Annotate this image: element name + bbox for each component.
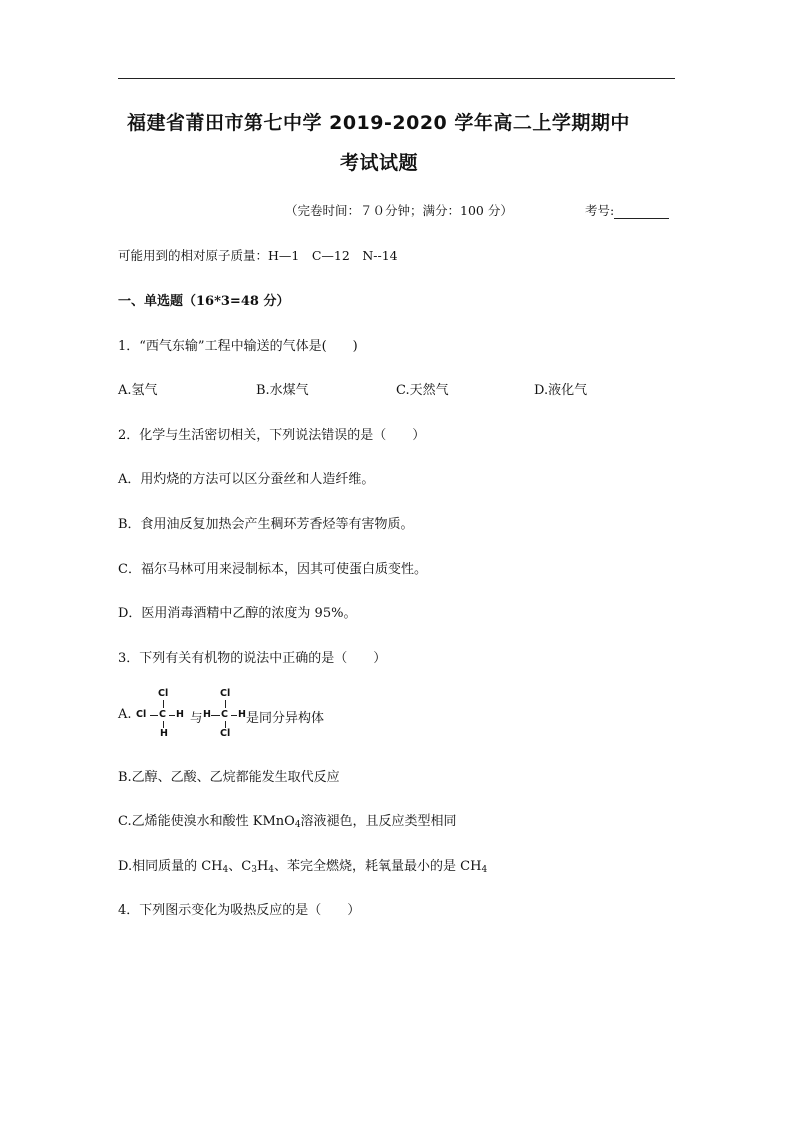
q3-d-sub1: 4 xyxy=(222,865,229,875)
q2-option-a: A．用灼烧的方法可以区分蚕丝和人造纤维。 xyxy=(118,472,375,487)
q3-option-a-prefix: A. xyxy=(118,707,132,722)
section-heading: 一、单选题（16*3=48 分） xyxy=(118,294,290,309)
exam-info: （完卷时间：７０分钟；满分：100 分） xyxy=(285,203,513,218)
struct1-right-atom: H xyxy=(176,709,184,720)
q3-d-sub2: 3 xyxy=(251,865,257,875)
q2-option-c: C．福尔马林可用来浸制标本，因其可使蛋白质变性。 xyxy=(118,562,427,577)
q1-option-c: C.天然气 xyxy=(396,383,449,398)
q2-option-b: B．食用油反复加热会产生稠环芳香烃等有害物质。 xyxy=(118,517,414,532)
struct2-bond-top xyxy=(225,700,226,708)
struct1-bond-bottom xyxy=(163,721,164,728)
exam-number-field xyxy=(585,201,669,219)
question-3-stem: 3．下列有关有机物的说法中正确的是（ ） xyxy=(118,651,387,666)
struct2-bond-right xyxy=(231,715,237,716)
struct1-bond-top xyxy=(163,700,164,708)
exam-number-label: 考号: xyxy=(585,203,615,218)
q3-d-sub4: 4 xyxy=(481,865,488,875)
q1-option-b: B.水煤气 xyxy=(256,383,309,398)
struct2-center-atom: C xyxy=(221,709,228,720)
q3-option-c-post: 溶液褪色，且反应类型相同 xyxy=(300,814,457,829)
q1-option-a: A.氢气 xyxy=(118,383,158,398)
struct2-right-atom: H xyxy=(238,709,246,720)
q3-d-part3: H xyxy=(256,859,269,874)
struct2-bottom-atom: Cl xyxy=(220,728,231,739)
q3-d-sub3: 4 xyxy=(268,865,275,875)
q3-option-b: B.乙醇、乙酸、乙烷都能发生取代反应 xyxy=(118,770,340,785)
struct2-bond-bottom xyxy=(225,721,226,728)
q3-d-part1: D.相同质量的 CH xyxy=(118,859,223,874)
q3-d-part4: 、苯完全燃烧，耗氧量最小的是 CH xyxy=(274,859,482,874)
struct1-left-atom: Cl xyxy=(136,709,147,720)
q3-option-a-suffix: 是同分异构体 xyxy=(246,711,325,726)
struct1-bond-right xyxy=(169,715,175,716)
struct1-bond-left xyxy=(150,715,158,716)
q2-option-d: D．医用消毒酒精中乙醇的浓度为 95%。 xyxy=(118,606,357,621)
question-1-stem: 1．“西气东输”工程中输送的气体是( ) xyxy=(118,339,358,354)
q3-d-part2: 、C xyxy=(228,859,252,874)
q3-option-c xyxy=(118,810,457,829)
header-rule xyxy=(118,78,675,79)
struct1-top-atom: Cl xyxy=(158,688,169,699)
structural-formula-1 xyxy=(134,688,194,738)
struct1-bottom-atom: H xyxy=(160,728,168,739)
q1-option-d: D.液化气 xyxy=(534,383,588,398)
struct2-left-atom: H xyxy=(203,709,211,720)
atomic-mass-line: 可能用到的相对原子质量：H—1 C—12 N--14 xyxy=(118,248,398,263)
title-line-1: 福建省莆田市第七中学 2019-2020 学年高二上学期期中 xyxy=(127,112,630,134)
struct2-top-atom: Cl xyxy=(220,688,231,699)
question-2-stem: 2．化学与生活密切相关，下列说法错误的是（ ） xyxy=(118,428,426,443)
q3-option-c-sub: 4 xyxy=(294,820,301,830)
question-4-stem: 4．下列图示变化为吸热反应的是（ ） xyxy=(118,903,361,918)
struct2-bond-left xyxy=(211,715,220,716)
q3-option-a-connector: 与 xyxy=(190,710,203,725)
q3-option-d xyxy=(118,855,487,874)
struct1-center-atom: C xyxy=(159,709,166,720)
q3-option-c-pre: C.乙烯能使溴水和酸性 KMnO xyxy=(118,814,295,829)
exam-number-blank xyxy=(614,205,669,219)
title-line-2: 考试试题 xyxy=(340,152,419,174)
